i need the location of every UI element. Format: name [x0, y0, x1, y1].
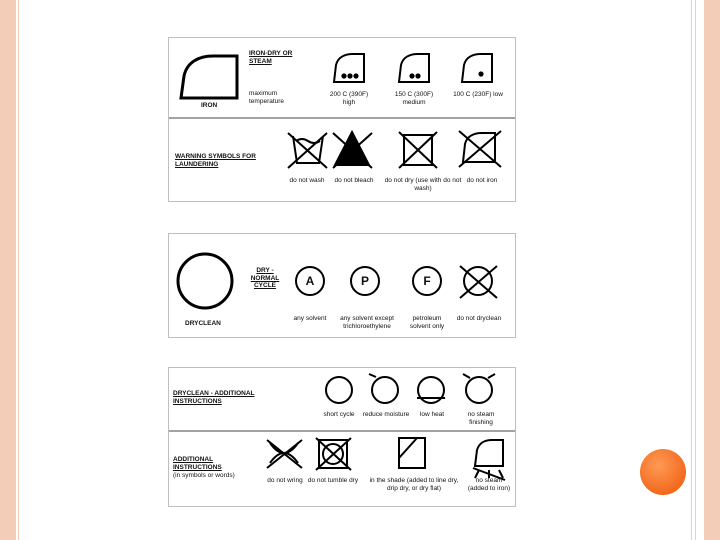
no-steam-iron-label: no steam (added to iron)	[467, 477, 511, 492]
iron-icon	[181, 56, 237, 98]
dryclean-icon	[178, 254, 232, 308]
dryclean-label: DRYCLEAN	[185, 320, 221, 327]
short-cycle-label: short cycle	[323, 411, 355, 418]
dry-normal-label: DRY - NORMAL CYCLE	[250, 267, 280, 289]
iron-medium-label: 150 C (300F) medium	[394, 91, 434, 106]
in-the-shade-icon	[399, 438, 425, 468]
short-cycle-icon	[326, 377, 352, 403]
additional-instructions-panel	[168, 367, 516, 507]
in-symbols-label: (in symbols or words)	[173, 472, 235, 479]
no-steam-finishing-icon	[463, 374, 495, 403]
do-not-dryclean-icon	[460, 266, 497, 298]
do-not-dry-icon	[399, 132, 437, 168]
do-not-bleach-icon	[333, 132, 372, 168]
warning-heading: WARNING SYMBOLS FOR LAUNDERING	[175, 153, 256, 168]
in-shade-label: in the shade (added to line dry, drip dry, or dry flat)	[369, 477, 459, 492]
do-not-tumble-dry-icon	[316, 438, 351, 470]
no-dry-label: do not dry (use with do not wash)	[384, 177, 462, 192]
no-iron-label: do not iron	[466, 177, 498, 184]
panel3-graphics	[169, 368, 515, 506]
slide-frame-right-line2	[695, 0, 696, 540]
dryclean-additional-heading: DRYCLEAN - ADDITIONAL INSTRUCTIONS	[173, 390, 255, 405]
additional-heading: ADDITIONAL INSTRUCTIONS	[173, 456, 222, 471]
any-solvent-label: any solvent	[293, 315, 327, 322]
iron-medium-icon	[399, 54, 429, 82]
low-heat-label: low heat	[419, 411, 445, 418]
iron-high-label: 200 C (390F) high	[329, 91, 369, 106]
no-steam-iron-icon	[473, 440, 505, 480]
reduce-moisture-label: reduce moisture	[362, 411, 410, 418]
slide-frame-left-line	[18, 0, 19, 540]
iron-and-warning-panel	[168, 37, 516, 202]
no-wring-label: do not wring	[267, 477, 303, 484]
no-wash-label: do not wash	[289, 177, 325, 184]
iron-high-icon	[334, 54, 364, 82]
letter-a: A	[305, 274, 315, 288]
orange-circle-decoration	[640, 449, 686, 495]
iron-low-label: 100 C (230F) low	[453, 91, 503, 98]
letter-p: P	[360, 274, 369, 288]
no-tumble-label: do not tumble dry	[307, 477, 359, 484]
iron-low-icon	[462, 54, 492, 82]
slide-frame-left	[0, 0, 16, 540]
do-not-wash-icon	[288, 133, 327, 168]
iron-label: IRON	[201, 102, 218, 109]
no-dryclean-label: do not dryclean	[456, 315, 502, 322]
slide-frame-right-line	[691, 0, 692, 540]
iron-heading: IRON-DRY OR STEAM	[249, 50, 293, 65]
dryclean-panel	[168, 233, 516, 338]
do-not-wring-icon	[267, 440, 302, 468]
no-steam-finishing-label: no steam finishing	[467, 411, 495, 426]
do-not-iron-icon	[459, 131, 501, 167]
low-heat-icon	[417, 377, 445, 403]
any-except-label: any solvent except trichloroethylene	[340, 315, 394, 330]
letter-f: F	[423, 274, 431, 288]
no-bleach-label: do not bleach	[334, 177, 374, 184]
slide-frame-right	[704, 0, 720, 540]
reduce-moisture-icon	[369, 374, 398, 403]
max-temp-label: maximum temperature	[249, 90, 285, 105]
petroleum-label: petroleum solvent only	[409, 315, 445, 330]
